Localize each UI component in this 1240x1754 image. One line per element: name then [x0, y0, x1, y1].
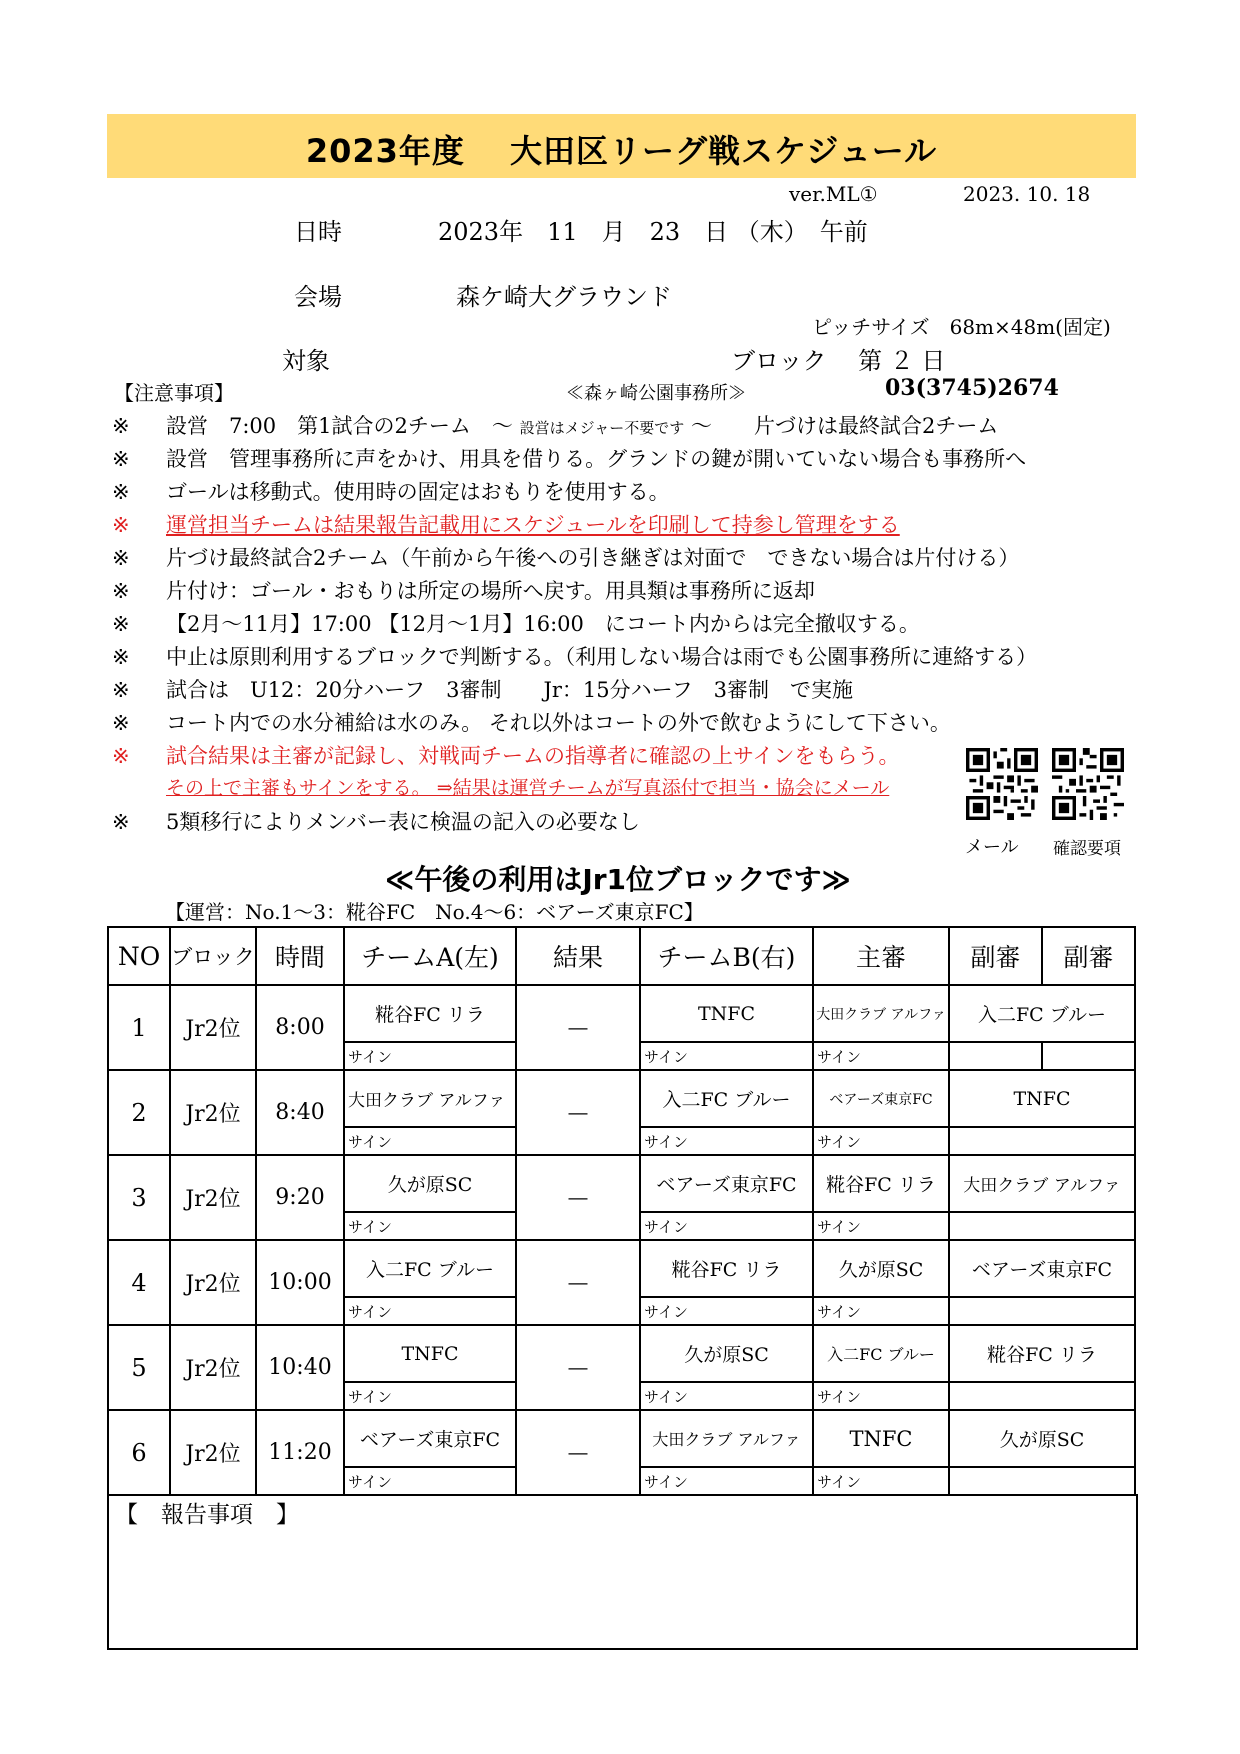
team-b: ベアーズ東京FC	[640, 1155, 813, 1212]
afternoon-notice: ≪午後の利用はJr1位ブロックです≫	[385, 863, 851, 896]
sign-referee[interactable]: サイン	[813, 1127, 949, 1155]
table-row	[108, 1240, 1135, 1297]
sign-referee[interactable]: サイン	[813, 1042, 949, 1070]
pitch-size: ピッチサイズ 68m×48m(固定)	[812, 315, 1111, 339]
confirm-qr-code-icon[interactable]	[1052, 748, 1124, 820]
referee: 糀谷FC リラ	[813, 1155, 949, 1212]
note-item: ※ 設営 管理事務所に声をかけ、用具を借りる。グランドの鍵が開いていない場合も事務所へ	[112, 447, 1027, 471]
sign-blank[interactable]	[949, 1042, 1042, 1070]
note-item-important: ※ 試合結果は主審が記録し、対戦両チームの指導者に確認の上サインをもらう。	[112, 744, 900, 768]
referee: TNFC	[813, 1410, 949, 1467]
match-result[interactable]: ―	[516, 1070, 640, 1155]
sign-team-b[interactable]: サイン	[640, 1382, 813, 1410]
team-a: 入二FC ブルー	[344, 1240, 516, 1297]
header-team-a: チームA(左)	[344, 927, 516, 985]
management-note: 【運営：No.1～3：糀谷FC No.4～6：ベアーズ東京FC】	[165, 900, 704, 924]
assistant-referee: TNFC	[949, 1070, 1135, 1127]
sign-blank[interactable]	[1042, 1042, 1135, 1070]
team-b: 糀谷FC リラ	[640, 1240, 813, 1297]
header-referee: 主審	[813, 927, 949, 985]
title-bar	[107, 114, 1136, 178]
note-item: ※ 中止は原則利用するブロックで判断する。（利用しない場合は雨でも公園事務所に連絡する）	[112, 645, 1038, 669]
match-no: 5	[108, 1325, 170, 1410]
referee: 大田クラブ アルファ	[813, 985, 949, 1042]
document-date: 2023. 10. 18	[963, 182, 1091, 206]
match-result[interactable]: ―	[516, 1410, 640, 1495]
date-label: 日時	[294, 218, 342, 246]
notes-header: 【注意事項】	[114, 381, 234, 405]
assistant-referee: 入二FC ブルー	[949, 985, 1135, 1042]
header-result: 結果	[516, 927, 640, 985]
assistant-referee: 大田クラブ アルファ	[949, 1155, 1135, 1212]
qr-mail-label: メール	[965, 837, 1019, 858]
match-no: 3	[108, 1155, 170, 1240]
team-a: 糀谷FC リラ	[344, 985, 516, 1042]
office-phone: 03(3745)2674	[885, 375, 1059, 401]
table-row	[108, 1410, 1135, 1467]
page-title: 2023年度 大田区リーグ戦スケジュール	[305, 132, 938, 170]
note-item: ※ 【2月～11月】17:00 【12月～1月】16:00 にコート内からは完全撤収する。	[112, 612, 920, 636]
report-box[interactable]	[107, 1494, 1138, 1650]
venue-label: 会場	[294, 283, 342, 311]
schedule-table	[107, 926, 1136, 1496]
note-item: ※ 片づけ最終試合2チーム（午前から午後への引き継ぎは対面で できない場合は片付ける）	[112, 546, 1020, 570]
sign-blank[interactable]	[949, 1212, 1135, 1240]
sign-blank[interactable]	[949, 1127, 1135, 1155]
sign-team-a[interactable]: サイン	[344, 1467, 516, 1495]
match-no: 6	[108, 1410, 170, 1495]
match-result[interactable]: ―	[516, 1325, 640, 1410]
header-team-b: チームB(右)	[640, 927, 813, 985]
table-header-row	[108, 927, 1135, 985]
match-block: Jr2位	[170, 1410, 256, 1495]
team-a: TNFC	[344, 1325, 516, 1382]
note-small: 設営はメジャー不要です	[519, 419, 685, 437]
match-block: Jr2位	[170, 985, 256, 1070]
version-label: ver.ML①	[789, 182, 878, 206]
venue-value: 森ケ崎大グラウンド	[456, 283, 672, 311]
note-item-important: その上で主審もサインをする。 ⇒結果は運営チームが写真添付で担当・協会にメール	[166, 777, 890, 799]
match-time: 9:20	[256, 1155, 344, 1240]
match-block: Jr2位	[170, 1070, 256, 1155]
qr-confirm-label: 確認要項	[1053, 839, 1121, 859]
sign-team-a[interactable]: サイン	[344, 1212, 516, 1240]
team-b: 久が原SC	[640, 1325, 813, 1382]
mail-qr-code-icon[interactable]	[966, 748, 1038, 820]
sign-team-b[interactable]: サイン	[640, 1212, 813, 1240]
sign-referee[interactable]: サイン	[813, 1467, 949, 1495]
match-time: 10:00	[256, 1240, 344, 1325]
header-assistant-2: 副審	[1042, 927, 1135, 985]
date-value: 2023年 11 月 23 日 （木） 午前	[438, 218, 868, 246]
sign-team-a[interactable]: サイン	[344, 1382, 516, 1410]
sign-team-b[interactable]: サイン	[640, 1297, 813, 1325]
match-no: 2	[108, 1070, 170, 1155]
office-label: ≪森ヶ崎公園事務所≫	[566, 383, 746, 404]
note-item: ※ ゴールは移動式。使用時の固定はおもりを使用する。	[112, 480, 670, 504]
note-item: ※ 試合は U12：20分ハーフ 3審制 Jr：15分ハーフ 3審制 で実施	[112, 678, 853, 702]
sign-team-b[interactable]: サイン	[640, 1127, 813, 1155]
assistant-referee: 久が原SC	[949, 1410, 1135, 1467]
note-item-important: ※ 運営担当チームは結果報告記載用にスケジュールを印刷して持参し管理をする	[112, 513, 900, 537]
header-assistant-1: 副審	[949, 927, 1042, 985]
header-block: ブロック	[170, 927, 256, 985]
table-row	[108, 1325, 1135, 1382]
header-time: 時間	[256, 927, 344, 985]
sign-team-a[interactable]: サイン	[344, 1297, 516, 1325]
table-row	[108, 1070, 1135, 1127]
sign-blank[interactable]	[949, 1467, 1135, 1495]
team-b: 入二FC ブルー	[640, 1070, 813, 1127]
block-day-label: ブロック 第 ２ 日	[731, 347, 946, 375]
match-result[interactable]: ―	[516, 1240, 640, 1325]
match-result[interactable]: ―	[516, 1155, 640, 1240]
match-no: 1	[108, 985, 170, 1070]
note-item: ※ 5類移行によりメンバー表に検温の記入の必要なし	[112, 810, 640, 834]
table-row	[108, 1155, 1135, 1212]
report-label: 【 報告事項 】	[115, 1502, 299, 1528]
table-row	[108, 985, 1135, 1042]
match-time: 8:00	[256, 985, 344, 1070]
note-mark: ※	[112, 414, 130, 438]
target-label: 対象	[282, 347, 330, 375]
note-item: ※ コート内での水分補給は水のみ。 それ以外はコートの外で飲むようにして下さい。	[112, 711, 951, 735]
referee: 入二FC ブルー	[813, 1325, 949, 1382]
sign-team-b[interactable]: サイン	[640, 1467, 813, 1495]
sign-referee[interactable]: サイン	[813, 1382, 949, 1410]
match-time: 10:40	[256, 1325, 344, 1410]
match-result[interactable]: ―	[516, 985, 640, 1070]
sign-referee[interactable]: サイン	[813, 1212, 949, 1240]
match-block: Jr2位	[170, 1155, 256, 1240]
sign-blank[interactable]	[949, 1297, 1135, 1325]
match-block: Jr2位	[170, 1240, 256, 1325]
sign-team-a[interactable]: サイン	[344, 1127, 516, 1155]
sign-referee[interactable]: サイン	[813, 1297, 949, 1325]
match-no: 4	[108, 1240, 170, 1325]
team-a: 久が原SC	[344, 1155, 516, 1212]
team-b: 大田クラブ アルファ	[640, 1410, 813, 1467]
referee: 久が原SC	[813, 1240, 949, 1297]
team-b: TNFC	[640, 985, 813, 1042]
assistant-referee: 糀谷FC リラ	[949, 1325, 1135, 1382]
team-a: ベアーズ東京FC	[344, 1410, 516, 1467]
sign-team-a[interactable]: サイン	[344, 1042, 516, 1070]
sign-team-b[interactable]: サイン	[640, 1042, 813, 1070]
assistant-referee: ベアーズ東京FC	[949, 1240, 1135, 1297]
sign-blank[interactable]	[949, 1382, 1135, 1410]
match-block: Jr2位	[170, 1325, 256, 1410]
match-time: 11:20	[256, 1410, 344, 1495]
header-no: NO	[108, 927, 170, 985]
team-a: 大田クラブ アルファ	[344, 1070, 516, 1127]
note-item: ※ 設営 7:00 第1試合の2チーム ～ 設営はメジャー不要です ～ 片づけは最終試合2チーム	[112, 414, 999, 438]
referee: ベアーズ東京FC	[813, 1070, 949, 1127]
note-item: ※ 片付け：ゴール・おもりは所定の場所へ戻す。用具類は事務所に返却	[112, 579, 815, 603]
match-time: 8:40	[256, 1070, 344, 1155]
